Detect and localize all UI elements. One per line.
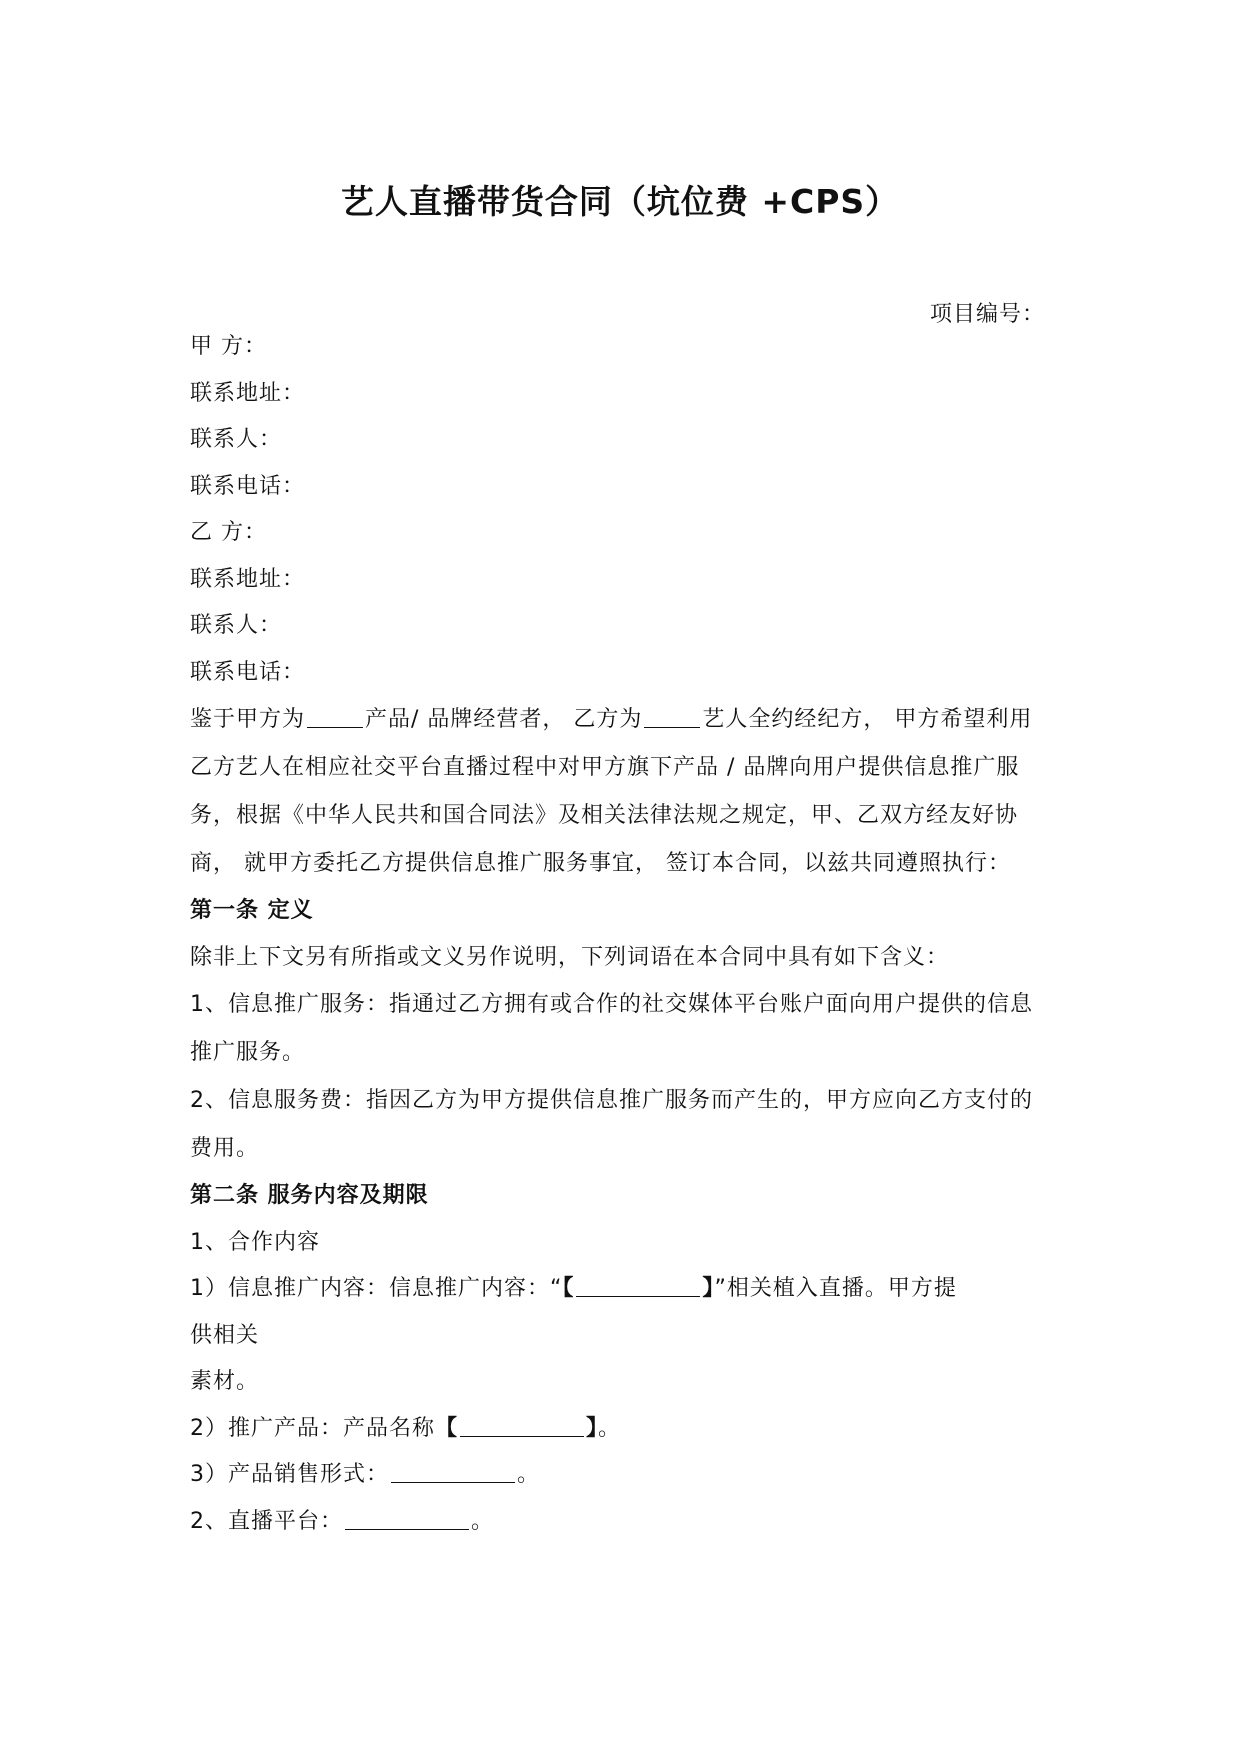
party-b-label: 乙 方： [190, 520, 267, 545]
product-name-line [190, 1406, 1052, 1453]
platform-prefix: 2、直播平台： [190, 1508, 343, 1534]
bracket-close: 】 [586, 1415, 599, 1441]
platform-suffix: 。 [471, 1508, 495, 1534]
sales-form-line [190, 1452, 1052, 1499]
promotion-content-line-3: 素材。 [190, 1369, 260, 1394]
party-a-label: 甲 方： [190, 334, 267, 359]
promotion-content-blank [576, 1274, 700, 1297]
article-1-item-1: 1、信息推广服务：指通过乙方拥有或合作的社交媒体平台账户面向用户提供的信息推广服务。 [190, 992, 1033, 1065]
promotion-content-suffix: ”相关植入直播。甲方提 [714, 1276, 957, 1301]
sales-form-suffix: 。 [517, 1462, 541, 1487]
promotion-content-line-2: 供相关 [190, 1322, 260, 1348]
sales-form-blank [391, 1460, 515, 1483]
promotion-content-line [190, 1266, 1052, 1313]
article-1-heading: 第一条 定义 [190, 898, 314, 923]
project-number-label: 项目编号： [930, 302, 1046, 327]
bracket-open: 【 [435, 1415, 459, 1441]
artist-name-blank [644, 705, 700, 728]
bracket-close: 】 [702, 1276, 715, 1301]
party-a-phone-label: 联系电话： [190, 473, 306, 499]
bracket-open: 【 [562, 1276, 575, 1301]
preamble-paragraph [190, 696, 1052, 888]
product-name-suffix: 。 [598, 1415, 622, 1441]
sales-form-prefix: 3）产品销售形式： [190, 1462, 389, 1487]
party-b-address-label: 联系地址： [190, 566, 306, 592]
article-2-item-1: 1、合作内容 [190, 1229, 320, 1255]
article-1-item-2: 2、信息服务费：指因乙方为甲方提供信息推广服务而产生的，甲方应向乙方支付的费用。 [190, 1088, 1033, 1161]
party-b-contact-label: 联系人： [190, 613, 283, 638]
contract-body [190, 324, 1052, 1545]
party-b-phone-label: 联系电话： [190, 659, 306, 685]
party-a-product-blank [307, 705, 363, 728]
product-name-prefix: 2）推广产品：产品名称 [190, 1415, 435, 1441]
platform-line [190, 1499, 1052, 1546]
preamble-text-2: 产品/ 品牌经营者， 乙方为 [365, 707, 643, 732]
document-title: 艺人直播带货合同（坑位费 +CPS） [340, 182, 900, 221]
party-a-address-label: 联系地址： [190, 380, 306, 406]
article-1-intro: 除非上下文另有所指或文义另作说明，下列词语在本合同中具有如下含义： [190, 944, 950, 970]
product-name-blank [460, 1414, 584, 1437]
preamble-text-3: 艺人全约经纪方， 甲方希望利用乙方艺人在相应社交平台直播过程中对甲方旗下产品 / 品牌向用户提供信息推广服务，根据《中华人民共和国合同法》及相关法律法规之规定，甲、乙双方经友好协商， 就甲方委托乙方提供信息推广服务事宜， 签订本合同，以兹共同遵照执行： [190, 707, 1033, 876]
preamble-text-1: 鉴于甲方为 [190, 707, 306, 732]
promotion-content-prefix: 1）信息推广内容：信息推广内容：“ [190, 1276, 563, 1301]
platform-blank [345, 1507, 469, 1530]
party-a-contact-label: 联系人： [190, 427, 283, 452]
article-2-heading: 第二条 服务内容及期限 [190, 1183, 429, 1208]
